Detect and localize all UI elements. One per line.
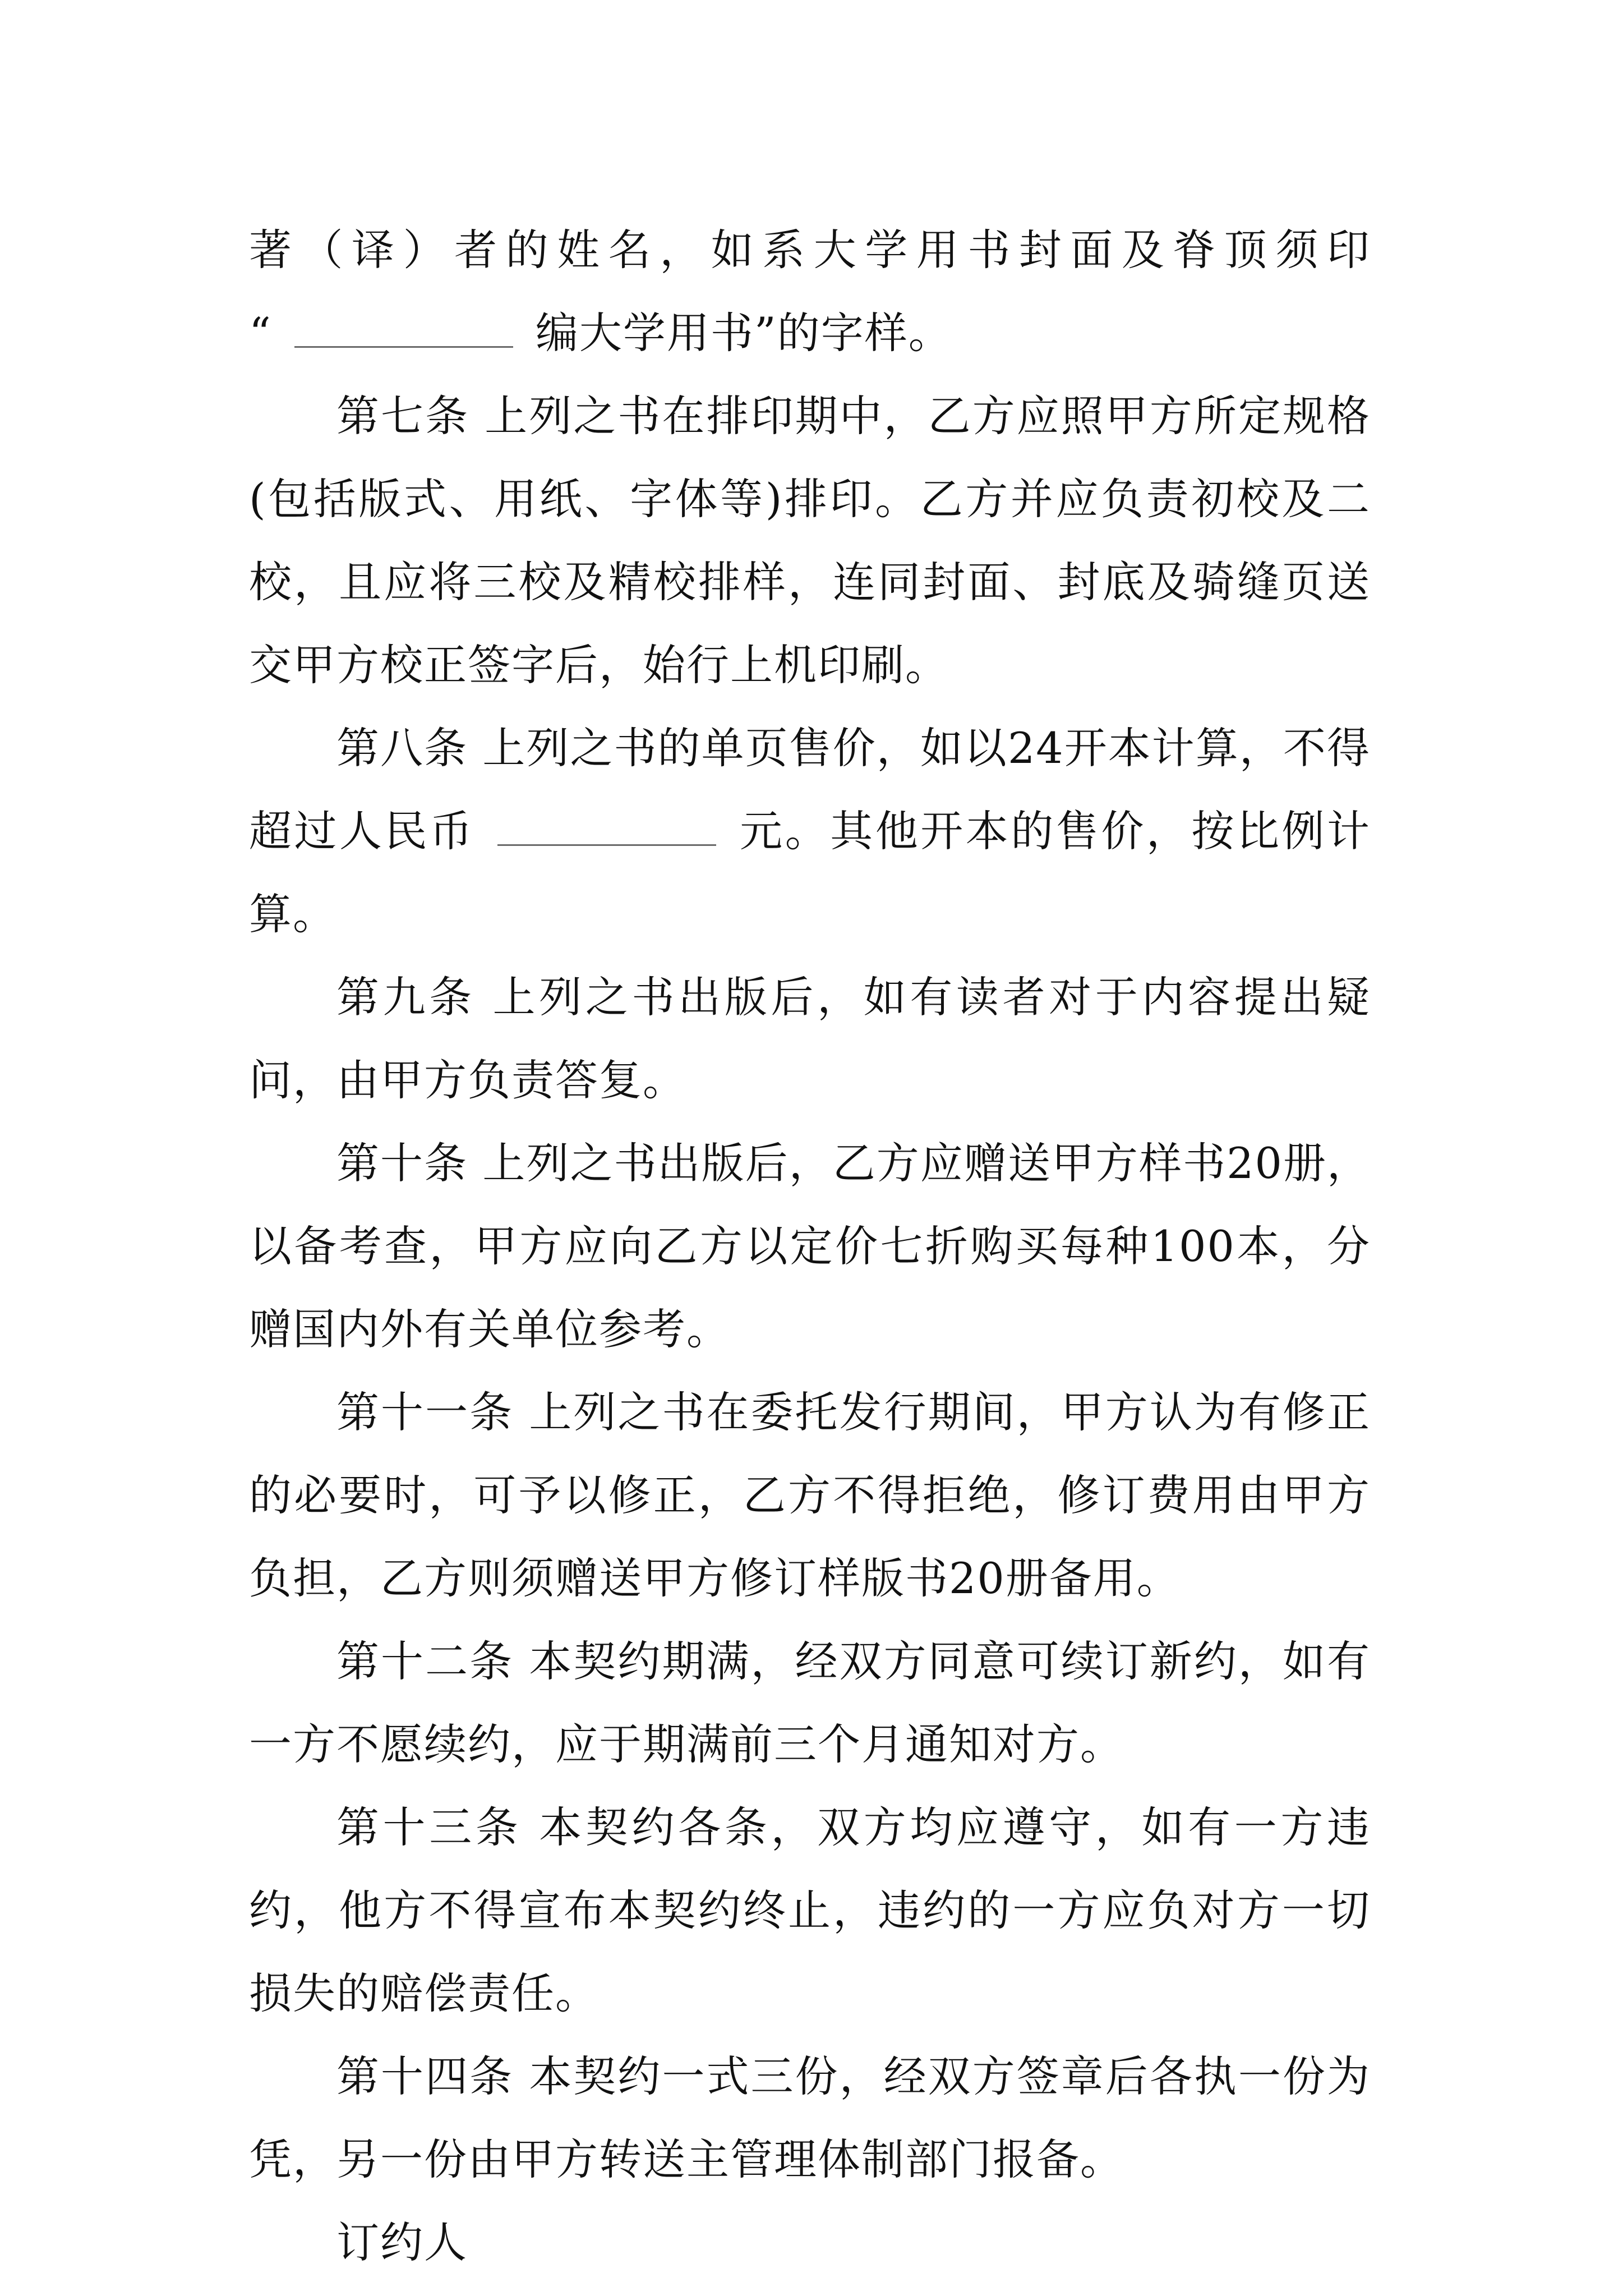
article-9: 第九条 上列之书出版后，如有读者对于内容提出疑问，由甲方负责答复。 bbox=[249, 972, 1371, 1105]
article-13: 第十三条 本契约各条，双方均应遵守，如有一方违约，他方不得宣布本契约终止，违约的一方应负对方一切损失的赔偿责任。 bbox=[249, 1802, 1371, 2018]
contract-body bbox=[249, 209, 1371, 2284]
article-12: 第十二条 本契约期满，经双方同意可续订新约，如有一方不愿续约，应于期满前三个月通知对方。 bbox=[249, 1636, 1371, 1769]
intro-line-2-text: 编大学用书”的字样。 bbox=[535, 308, 952, 358]
editor-blank-field bbox=[294, 302, 513, 348]
article-8-text: 第八条 上列之书的单页售价，如以24开本计算，不得超过人民币 bbox=[249, 723, 1371, 856]
intro-line-1: 著（译）者的姓名，如系大学用书封面及脊顶须印 bbox=[249, 225, 1371, 275]
article-10: 第十条 上列之书出版后，乙方应赠送甲方样书20册，以备考查，甲方应向乙方以定价七折购买每种100本，分赠国内外有关单位参考。 bbox=[249, 1138, 1371, 1354]
article-11: 第十一条 上列之书在委托发行期间，甲方认为有修正的必要时，可予以修正，乙方不得拒绝，修订费用由甲方负担，乙方则须赠送甲方修订样版书20册备用。 bbox=[249, 1387, 1371, 1603]
signatory-label: 订约人 bbox=[336, 2217, 468, 2267]
article-14: 第十四条 本契约一式三份，经双方签章后各执一份为凭，另一份由甲方转送主管理体制部门报备。 bbox=[249, 2051, 1371, 2184]
intro-line-2 bbox=[249, 292, 1371, 375]
price-blank-field bbox=[497, 800, 716, 846]
article-8 bbox=[249, 707, 1371, 956]
article-7: 第七条 上列之书在排印期中，乙方应照甲方所定规格(包括版式、用纸、字体等)排印。乙方并应负责初校及二校，且应将三校及精校排样，连同封面、封底及骑缝页送交甲方校正签字后，始行上机印刷。 bbox=[249, 391, 1371, 690]
article-8-text-end: 元。其他开本的售价，按比例计算。 bbox=[249, 806, 1371, 939]
open-quote: “ bbox=[249, 308, 272, 358]
intro-paragraph bbox=[249, 209, 1371, 375]
